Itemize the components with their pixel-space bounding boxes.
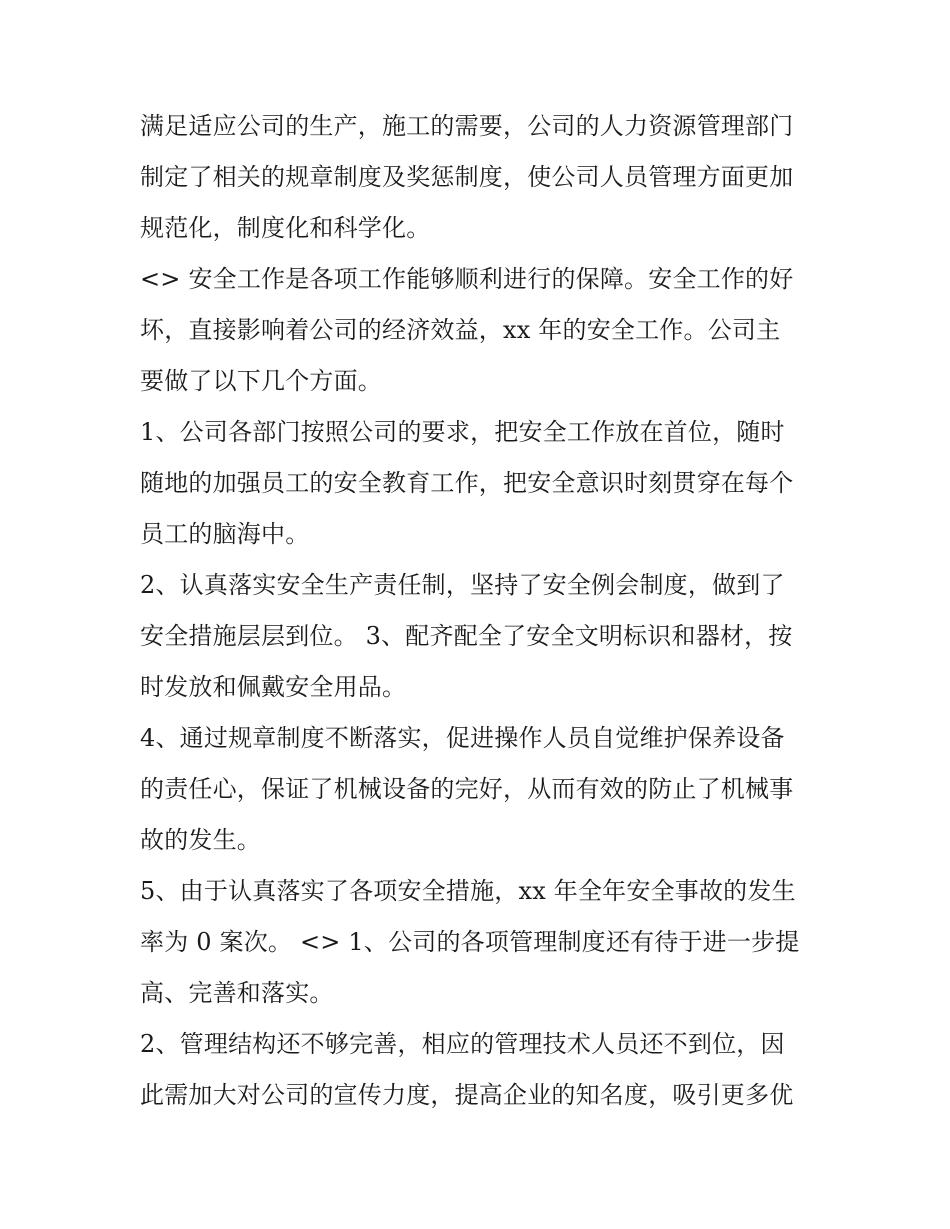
text-line: 2、认真落实安全生产责任制，坚持了安全例会制度，做到了 xyxy=(140,571,785,599)
text-line: <> 安全工作是各项工作能够顺利进行的保障。安全工作的好 xyxy=(140,265,794,293)
text-line: 坏，直接影响着公司的经济效益，xx 年的安全工作。公司主 xyxy=(140,316,781,344)
document-body xyxy=(140,101,820,1121)
text-line: 高、完善和落实。 xyxy=(140,979,334,1007)
text-line: 1、公司各部门按照公司的要求，把安全工作放在首位，随时 xyxy=(140,418,785,446)
paragraph-safety-intro xyxy=(140,254,820,407)
text-line: 安全措施层层到位。 3、配齐配全了安全文明标识和器材，按 xyxy=(140,622,793,650)
text-line: 制定了相关的规章制度及奖惩制度，使公司人员管理方面更加 xyxy=(140,163,794,191)
text-line: 率为 0 案次。 <> 1、公司的各项管理制度还有待于进一步提 xyxy=(140,928,800,956)
text-line: 满足适应公司的生产，施工的需要，公司的人力资源管理部门 xyxy=(140,112,794,140)
text-line: 员工的脑海中。 xyxy=(140,520,310,548)
paragraph-item-5 xyxy=(140,866,820,1019)
text-line: 随地的加强员工的安全教育工作，把安全意识时刻贯穿在每个 xyxy=(140,469,794,497)
paragraph-item-4 xyxy=(140,713,820,866)
text-line: 4、通过规章制度不断落实，促进操作人员自觉维护保养设备 xyxy=(140,724,785,752)
text-line: 2、管理结构还不够完善，相应的管理技术人员还不到位，因 xyxy=(140,1030,785,1058)
text-line: 的责任心，保证了机械设备的完好，从而有效的防止了机械事 xyxy=(140,775,794,803)
paragraph-item-1 xyxy=(140,407,820,560)
text-line: 此需加大对公司的宣传力度，提高企业的知名度，吸引更多优 xyxy=(140,1081,794,1109)
text-line: 5、由于认真落实了各项安全措施，xx 年全年安全事故的发生 xyxy=(140,877,796,905)
text-line: 规范化，制度化和科学化。 xyxy=(140,214,431,242)
text-line: 时发放和佩戴安全用品。 xyxy=(140,673,407,701)
text-line: 故的发生。 xyxy=(140,826,261,854)
paragraph-item-2-3 xyxy=(140,560,820,713)
text-line: 要做了以下几个方面。 xyxy=(140,367,382,395)
paragraph-management-structure xyxy=(140,1019,820,1121)
paragraph-hr-management xyxy=(140,101,820,254)
